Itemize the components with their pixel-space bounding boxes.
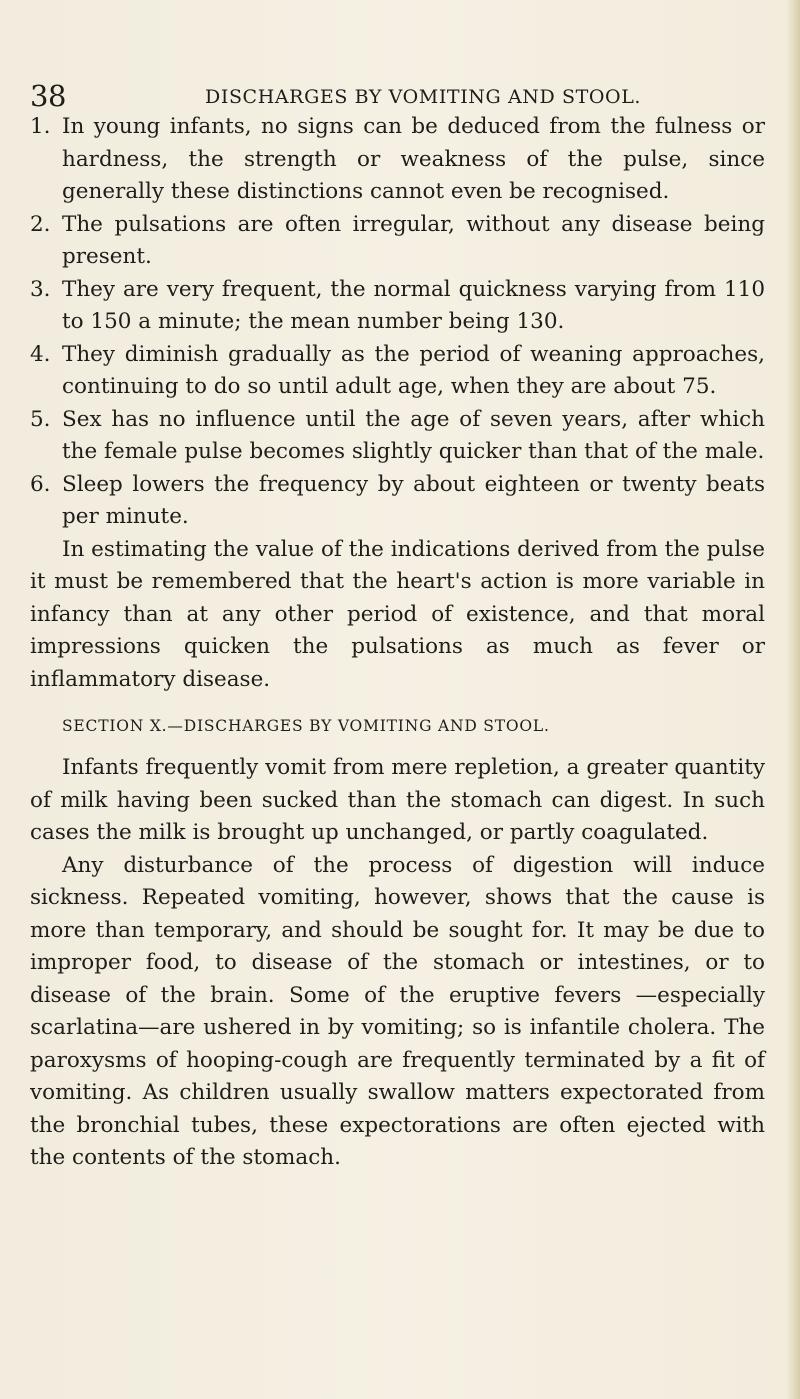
section-paragraph: Infants frequently vomit from mere repletion, a greater quantity of milk having been sucked than the stomach can digest. In such cases the milk is brought up unchanged, or partly coagulated. <box>30 755 765 845</box>
list-item-text: They are very frequent, the normal quickness varying from 110 to 150 a minute; the mean number being 130. <box>62 276 765 334</box>
list-item-number: 4. <box>30 341 51 367</box>
section-heading: SECTION X.—DISCHARGES BY VOMITING AND STOOL. <box>62 717 550 735</box>
list-item <box>30 209 765 274</box>
list-item-text: The pulsations are often irregular, without any disease being present. <box>62 211 765 269</box>
list-item-number: 3. <box>30 276 51 302</box>
list-item-number: 2. <box>30 211 51 237</box>
list-item <box>30 274 765 339</box>
list-item <box>30 404 765 469</box>
list-item <box>30 469 765 534</box>
list-item-text: In young infants, no signs can be deduced from the fulness or hardness, the strength or weakness of the pulse, since generally these distinctions cannot even be recognised. <box>62 114 765 204</box>
page-body <box>30 111 765 1175</box>
page-number: 38 <box>30 79 66 113</box>
section-paragraph: Any disturbance of the process of digestion will induce sickness. Repeated vomiting, however, shows that the cause is more than temporary, and should be sought for. It may be due to improper food, to disease of the stomach or intestines, or to disease of the brain. Some of the eruptive fevers —especially scarlatina—are ushered in by vomiting; so is infantile cholera. The paroxysms of hooping-cough are frequently terminated by a fit of vomiting. As children usually swallow matters expectorated from the bronchial tubes, these expectorations are often ejected with the contents of the stomach. <box>30 852 765 1170</box>
list-item-text: Sleep lowers the frequency by about eighteen or twenty beats per minute. <box>62 471 765 529</box>
list-item-text: Sex has no influence until the age of seven years, after which the female pulse becomes slightly quicker than that of the male. <box>62 406 765 464</box>
list-item-text: They diminish gradually as the period of weaning approaches, continuing to do so until adult age, when they are about 75. <box>62 341 765 399</box>
page-header <box>0 79 800 113</box>
list-item-number: 6. <box>30 471 51 497</box>
list-item <box>30 339 765 404</box>
list-item-number: 5. <box>30 406 51 432</box>
page-edge-shadow <box>786 0 800 1399</box>
closing-paragraph: In estimating the value of the indications derived from the pulse it must be remembered that the heart's action is more variable in infancy than at any other period of existence, and that moral impressions quicken the pulsations as much as fever or inflammatory disease. <box>30 536 765 692</box>
running-head: DISCHARGES BY VOMITING AND STOOL. <box>205 86 642 108</box>
list-item-number: 1. <box>30 114 51 139</box>
list-item <box>30 111 765 209</box>
